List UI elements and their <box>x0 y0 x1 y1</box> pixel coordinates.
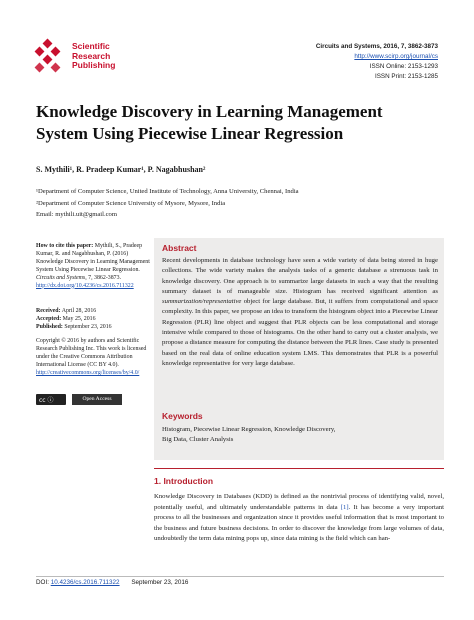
citation-block: How to cite this paper: Mythili, S., Pradeep Kumar, R. and Nagabhushan, P. (2016) Knowledge Discovery in Learning Management System Using Piecewise Linear Regression. Circuits and Systems, 7, 3862-3873. http://dx.doi.org/10.4236/cs.2016.711322 <box>36 243 150 289</box>
cc-license-icon: cc ⓘ <box>36 394 66 405</box>
journal-url-link[interactable]: http://www.scirp.org/journal/cs <box>354 53 438 60</box>
paper-title: Knowledge Discovery in Learning Management System Using Piecewise Linear Regression <box>36 102 383 143</box>
publisher-name: Scientific Research Publishing <box>72 41 116 70</box>
footer: DOI: 10.4236/cs.2016.711322 September 23, 2016 <box>36 579 189 586</box>
affiliation-1: ¹Department of Computer Science, United Institute of Technology, Anna University, Chennai, India <box>36 188 299 195</box>
citation-doi-link[interactable]: http://dx.doi.org/10.4236/cs.2016.711322 <box>36 282 134 289</box>
publisher-logo-icon <box>32 38 76 78</box>
dates-block: Received: April 28, 2016 Accepted: May 25, 2016 Published: September 23, 2016 <box>36 308 112 330</box>
reference-1-link[interactable]: [1] <box>340 503 349 511</box>
abstract-text: Recent developments in database technology have seen a wide variety of data being stored in huge collections. The wide variety makes the analysis tasks of a generic database a strenuous task in knowledge discovery. One approach is to summarize large datasets in such a way that the resulting summary dataset is of manageable size. Histogram has received significant attention as summarization/representative object for large database. But, it suffers from computational and space complexity. In this paper, we propose an idea to transform the histogram object into a Piecewise Linear Regression (PLR) line object and suggest that PLR objects can be less computational and storage intensive while compared to those of histograms. On the other hand to carry out a cluster analysis, we propose a distance measure for computing the distance between the PLR lines. Case study is presented based on the real data of online education system LMS. This demonstrates that PLR is a powerful knowledge representative for very large database. <box>162 257 439 367</box>
issn-online: ISSN Online: 2153-1293 <box>369 63 438 70</box>
abstract-heading: Abstract <box>162 243 197 253</box>
issn-print: ISSN Print: 2153-1285 <box>374 73 438 80</box>
journal-info <box>316 42 438 82</box>
introduction-text: Knowledge Discovery in Databases (KDD) is defined as the nontrivial process of identifying valid, novel, potentially useful, and ultimately understandable patterns in data [1]. It has become a very important process to all the businesses and organization since it provides useful information that is most important to the business and future business decisions. In order to discover the knowledge from large volumes of data, undoubtedly the term data mining pops up, since data mining is the field which can han- <box>154 493 444 543</box>
license-url-link[interactable]: http://creativecommons.org/licenses/by/4.0/ <box>36 370 140 376</box>
footer-doi-link[interactable]: 10.4236/cs.2016.711322 <box>50 579 120 586</box>
published-date: September 23, 2016 <box>62 324 112 330</box>
accepted-date: May 25, 2016 <box>61 316 96 322</box>
keywords-text: Histogram, Piecewise Linear Regression, Knowledge Discovery, Big Data, Cluster Analysis <box>162 426 336 444</box>
received-date: April 28, 2016 <box>60 308 97 314</box>
paper-authors: S. Mythili¹, R. Pradeep Kumar¹, P. Nagabhushan² <box>36 165 206 174</box>
section-divider <box>154 468 444 469</box>
license-block: Copyright © 2016 by authors and Scientific Research Publishing Inc. This work is licensed under the Creative Commons Attribution International License (CC BY 4.0). http://creativecommons.org/licenses/by/4.0/ <box>36 338 147 376</box>
open-access-badge: Open Access <box>72 394 122 405</box>
keywords-heading: Keywords <box>162 411 203 421</box>
affiliation-2: ²Department of Computer Science University of Mysore, Mysore, India <box>36 199 226 207</box>
author-email: Email: mythili.uit@gmail.com <box>36 211 117 218</box>
footer-date: September 23, 2016 <box>131 579 189 586</box>
affiliations <box>36 186 299 221</box>
introduction-heading: 1. Introduction <box>154 476 214 486</box>
footer-divider <box>36 576 444 577</box>
journal-name: Circuits and Systems, 2016, 7, 3862-3873 <box>315 43 438 50</box>
